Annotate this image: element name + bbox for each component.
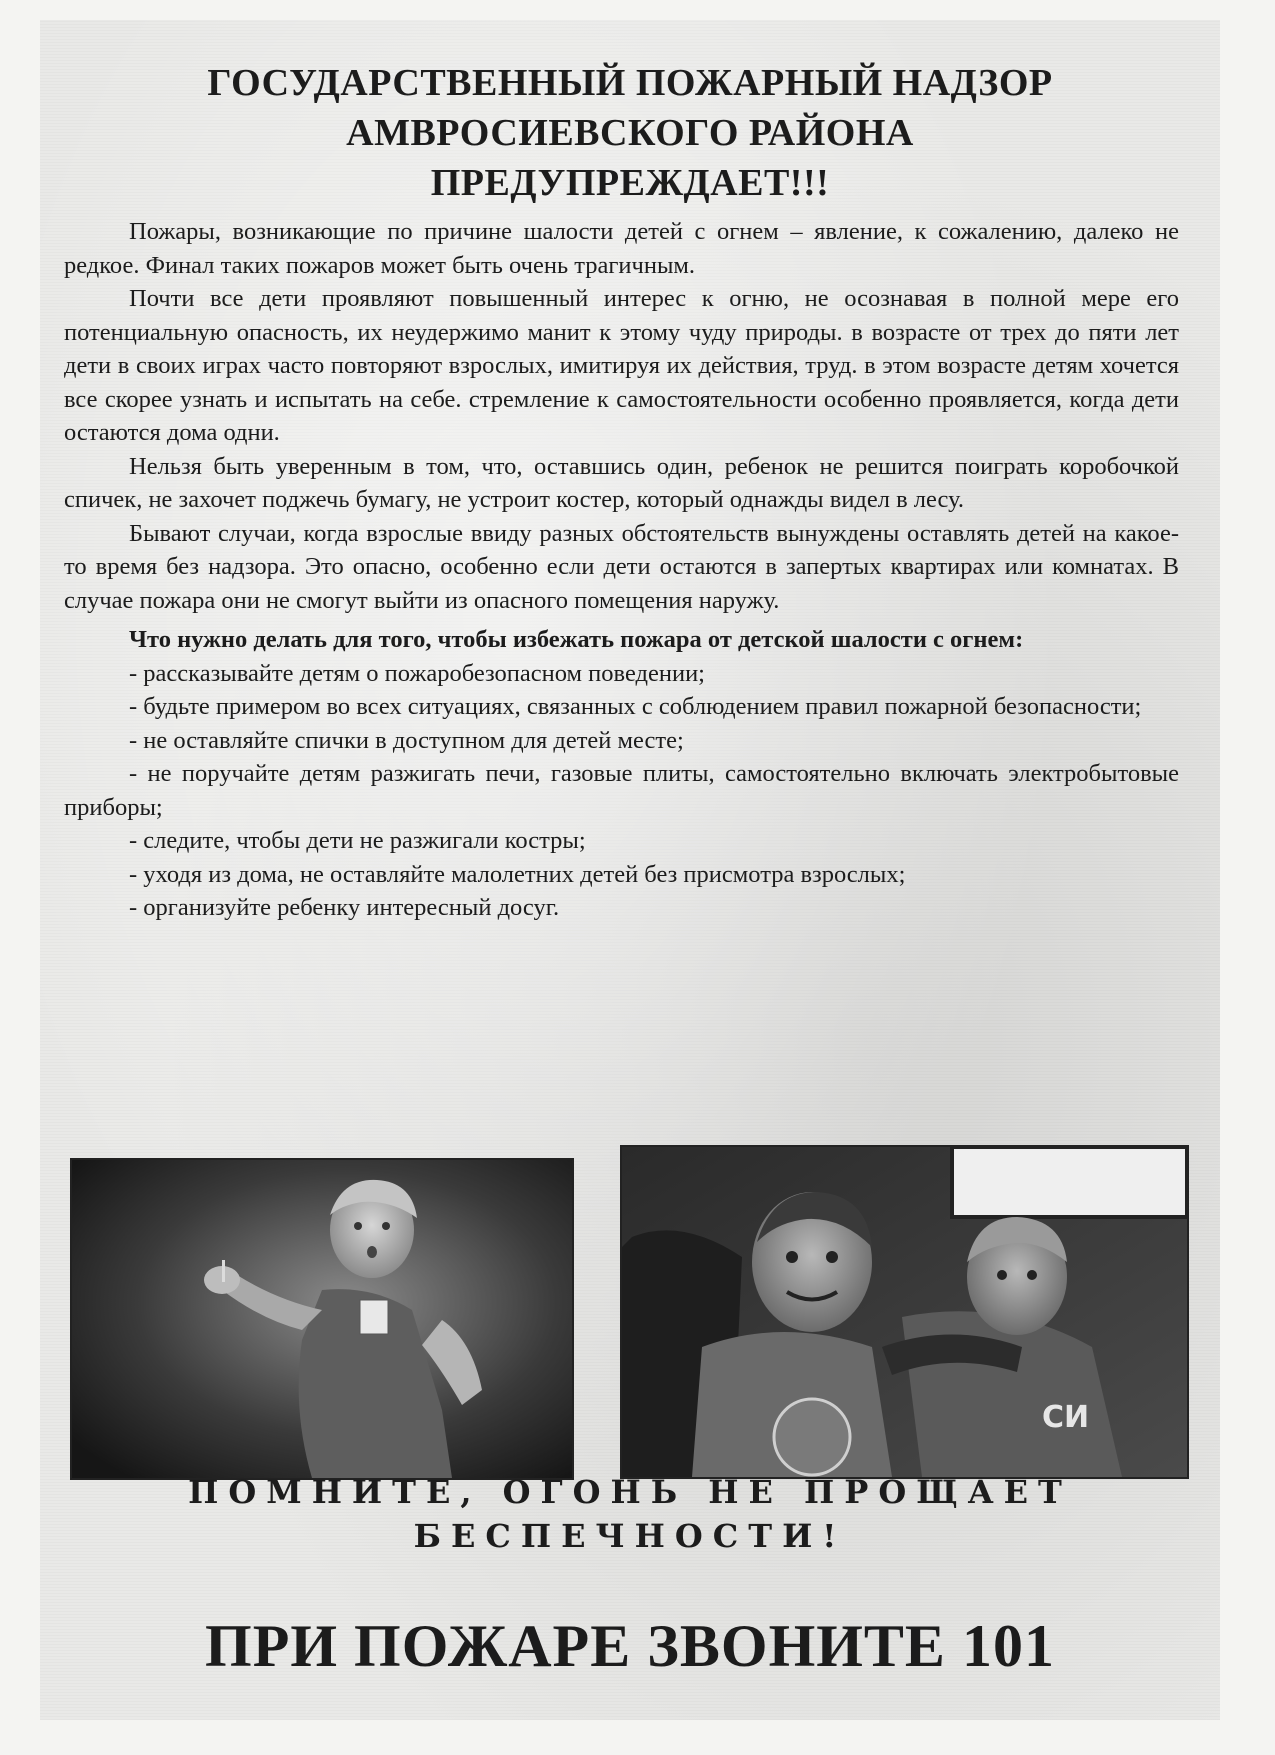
- advice-item: - следите, чтобы дети не разжигали костры;: [129, 827, 586, 854]
- advice-item: - уходя из дома, не оставляйте малолетних детей без присмотра взрослых;: [129, 860, 906, 888]
- paragraph: Нельзя быть уверенным в том, что, оставшись один, ребенок не решится поиграть коробочкой спичек, не захочет поджечь бумагу, не устроит костер, который однажды видел в лесу.: [64, 452, 1179, 513]
- slogan-line-2: БЕСПЕЧНОСТИ!: [413, 1517, 847, 1555]
- advice-heading: Что нужно делать для того, чтобы избежать пожара от детской шалости с огнем:: [129, 626, 1024, 653]
- slogan-line-1: ПОМНИТЕ, ОГОНЬ НЕ ПРОЩАЕТ: [188, 1473, 1072, 1511]
- svg-text:СИ: СИ: [1042, 1400, 1090, 1435]
- advice-item: - организуйте ребенку интересный досуг.: [129, 894, 560, 921]
- paragraph: Бывают случаи, когда взрослые ввиду разных обстоятельств вынуждены оставлять детей на какое-то время без надзора. Это опасно, особенно если дети остаются в запертых квартирах или комнатах. В случае пожара они не смогут выйти из опасного помещения наружу.: [64, 519, 1179, 614]
- leaflet-title: [80, 58, 1180, 208]
- title-line-1: ГОСУДАРСТВЕННЫЙ ПОЖАРНЫЙ НАДЗОР: [207, 62, 1053, 104]
- paragraph: Почти все дети проявляют повышенный интерес к огню, не осознавая в полной мере его потенциальную опасность, их неудержимо манит к этому чуду природы. в возрасте от трех до пяти лет дети в своих играх часто повторяют взрослых, имитируя их действия, труд. в этом возрасте детям хочется все скорее узнать и испытать на себе. стремление к самостоятельности особенно проявляется, когда дети остаются дома одни.: [64, 285, 1179, 446]
- advice-item: - не поручайте детям разжигать печи, газовые плиты, самостоятельно включать электробытовые приборы;: [64, 760, 1179, 821]
- advice-item: - не оставляйте спички в доступном для детей месте;: [129, 726, 684, 754]
- photo-child-with-matches: [70, 1158, 574, 1480]
- advice-item: - рассказывайте детям о пожаробезопасном поведении;: [129, 659, 705, 687]
- paragraph: Пожары, возникающие по причине шалости детей с огнем – явление, к сожалению, далеко не редкое. Финал таких пожаров может быть очень трагичным.: [64, 218, 1179, 279]
- title-line-2: АМВРОСИЕВСКОГО РАЙОНА: [346, 112, 914, 154]
- photo-rescued-children: [620, 1145, 1189, 1479]
- advice-item: - будьте примером во всех ситуациях, связанных с соблюдением правил пожарной безопасности;: [129, 693, 1142, 720]
- body-text: [64, 215, 1179, 925]
- emergency-callout: ПРИ ПОЖАРЕ ЗВОНИТЕ 101: [205, 1613, 1055, 1679]
- title-line-3: ПРЕДУПРЕЖДАЕТ!!!: [430, 162, 830, 204]
- slogan: [170, 1470, 1090, 1558]
